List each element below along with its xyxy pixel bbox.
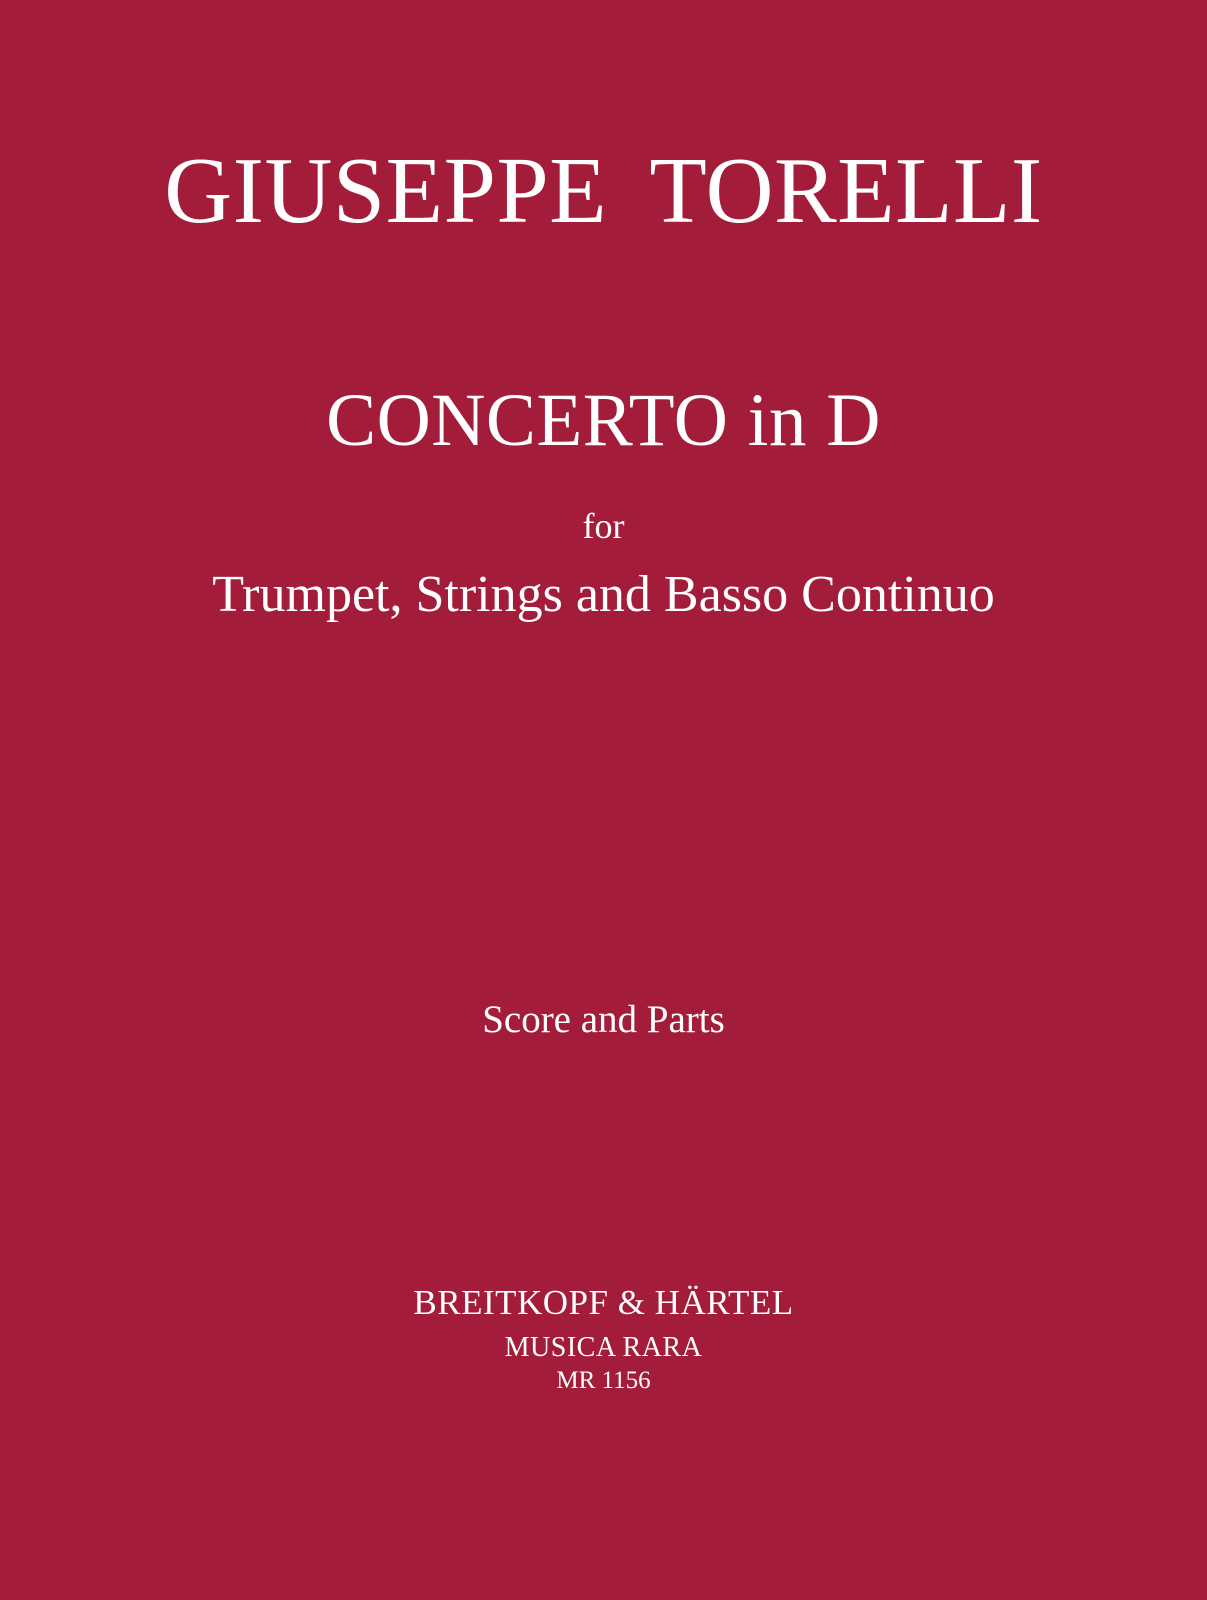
publisher-name: BREITKOPF & HÄRTEL — [413, 1283, 794, 1322]
catalog-number: MR 1156 — [556, 1367, 651, 1394]
work-title: CONCERTO in D — [326, 379, 881, 462]
edition-label: Score and Parts — [482, 998, 725, 1041]
for-label: for — [582, 506, 625, 546]
instrumentation-line: Trumpet, Strings and Basso Continuo — [212, 566, 995, 623]
composer-name: GIUSEPPE TORELLI — [164, 139, 1043, 243]
imprint-name: MUSICA RARA — [504, 1332, 703, 1363]
